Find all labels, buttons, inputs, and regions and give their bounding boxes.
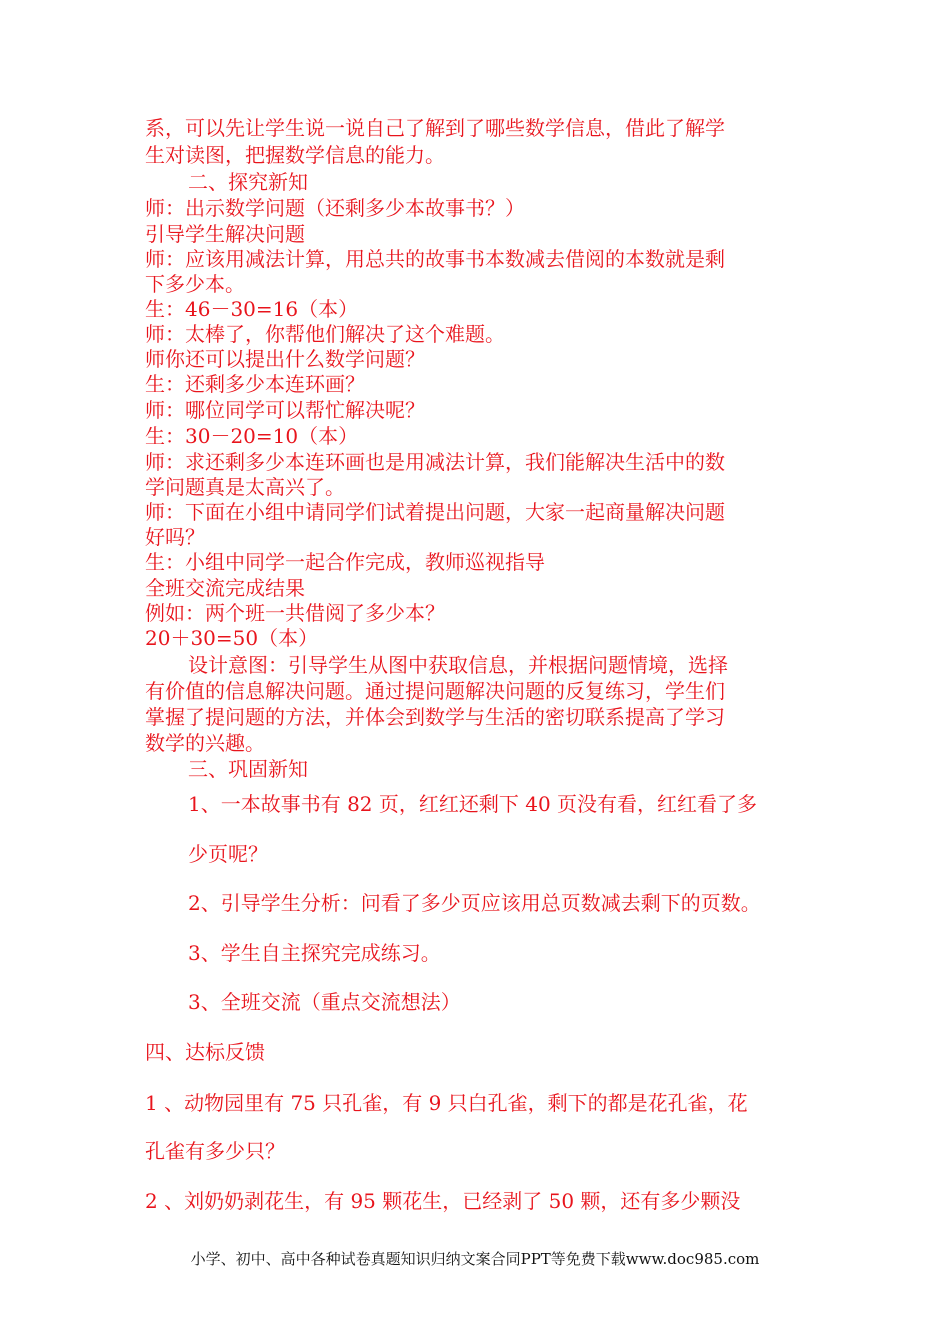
text-line: 掌握了提问题的方法，并体会到数学与生活的密切联系提高了学习 bbox=[145, 705, 725, 729]
text-line: 少页呢？ bbox=[188, 842, 268, 866]
text-line: 师：下面在小组中请同学们试着提出问题，大家一起商量解决问题 bbox=[145, 500, 725, 524]
text-line: 全班交流完成结果 bbox=[145, 576, 305, 600]
text-line: 师：求还剩多少本连环画也是用减法计算，我们能解决生活中的数 bbox=[145, 450, 725, 474]
text-line: 系，可以先让学生说一说自己了解到了哪些数学信息，借此了解学 bbox=[145, 116, 725, 140]
text-line: 师：应该用减法计算，用总共的故事书本数减去借阅的本数就是剩 bbox=[145, 247, 725, 271]
page-footer: 小学、初中、高中各种试卷真题知识归纳文案合同PPT等免费下载www.doc985.com bbox=[190, 1250, 760, 1268]
text-line: 3、全班交流（重点交流想法） bbox=[188, 990, 461, 1014]
text-line: 有价值的信息解决问题。通过提问题解决问题的反复练习，学生们 bbox=[145, 679, 725, 703]
section-heading: 三、巩固新知 bbox=[188, 757, 308, 781]
text-line: 引导学生解决问题 bbox=[145, 222, 305, 246]
section-heading: 四、达标反馈 bbox=[145, 1040, 265, 1064]
text-line: 3、学生自主探究完成练习。 bbox=[188, 941, 441, 965]
text-line: 师：太棒了，你帮他们解决了这个难题。 bbox=[145, 322, 505, 346]
text-line: 1 、动物园里有 75 只孔雀，有 9 只白孔雀，剩下的都是花孔雀，花 bbox=[145, 1091, 748, 1115]
text-line: 设计意图：引导学生从图中获取信息，并根据问题情境，选择 bbox=[188, 653, 728, 677]
text-line: 生：小组中同学一起合作完成，教师巡视指导 bbox=[145, 550, 545, 574]
text-line: 生对读图，把握数学信息的能力。 bbox=[145, 143, 445, 167]
text-line: 2 、刘奶奶剥花生，有 95 颗花生，已经剥了 50 颗，还有多少颗没 bbox=[145, 1189, 741, 1213]
text-line: 例如：两个班一共借阅了多少本？ bbox=[145, 601, 445, 625]
text-line: 生：还剩多少本连环画？ bbox=[145, 372, 365, 396]
text-line: 孔雀有多少只？ bbox=[145, 1139, 285, 1163]
text-line: 师你还可以提出什么数学问题？ bbox=[145, 347, 425, 371]
text-line: 2、引导学生分析：问看了多少页应该用总页数减去剩下的页数。 bbox=[188, 891, 761, 915]
text-line: 生：30－20=10（本） bbox=[145, 424, 359, 448]
text-line: 学问题真是太高兴了。 bbox=[145, 475, 345, 499]
text-line: 生：46－30=16（本） bbox=[145, 297, 359, 321]
text-line: 师：出示数学问题（还剩多少本故事书？） bbox=[145, 196, 525, 220]
text-line: 数学的兴趣。 bbox=[145, 731, 265, 755]
text-line: 1、一本故事书有 82 页，红红还剩下 40 页没有看，红红看了多 bbox=[188, 792, 758, 816]
text-line: 师：哪位同学可以帮忙解决呢？ bbox=[145, 398, 425, 422]
text-line: 下多少本。 bbox=[145, 272, 245, 296]
text-line: 20＋30=50（本） bbox=[145, 626, 319, 650]
section-heading: 二、探究新知 bbox=[188, 170, 308, 194]
text-line: 好吗？ bbox=[145, 525, 205, 549]
